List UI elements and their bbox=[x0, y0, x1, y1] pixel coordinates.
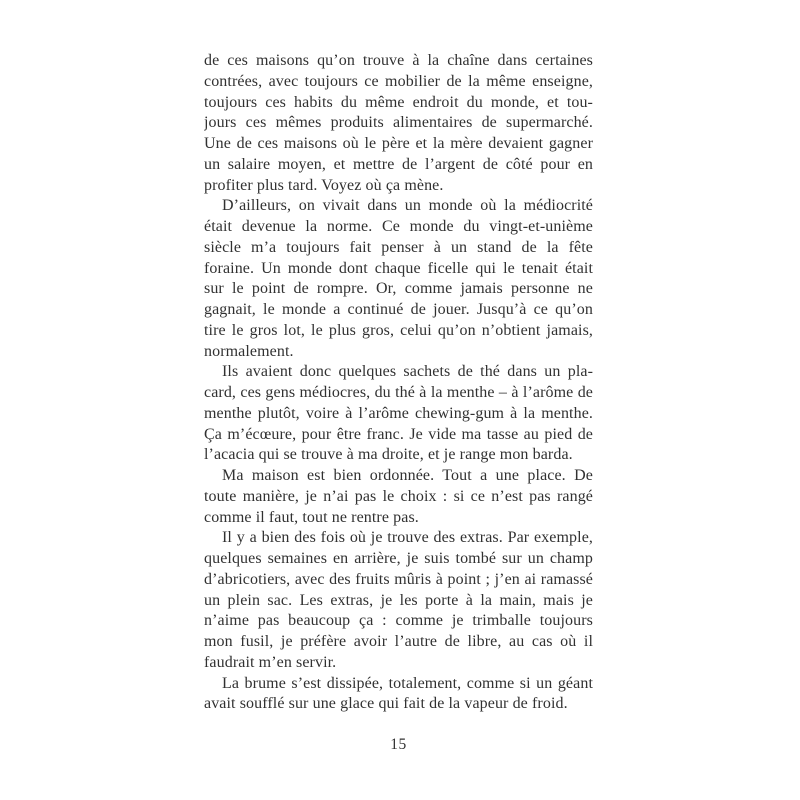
text-line: mon fusil, je préfère avoir l’autre de libre, au cas où il bbox=[204, 633, 593, 650]
text-line: faudrait m’en servir. bbox=[204, 653, 337, 671]
text-line: Il y a bien des fois où je trouve des extras. Par exemple, bbox=[222, 529, 593, 547]
paragraph bbox=[204, 528, 593, 673]
text-line: tire le gros lot, le plus gros, celui qu’on n’obtient jamais, bbox=[204, 321, 593, 339]
text-line: Ça m’écœure, pour être franc. Je vide ma tasse au pied de bbox=[204, 425, 593, 443]
text-line: d’abricotiers, avec des fruits mûris à point ; j’en ai ramassé bbox=[204, 570, 593, 588]
page-number: 15 bbox=[390, 736, 407, 753]
text-line: n’aime pas beaucoup ça : comme je trimballe toujours bbox=[204, 612, 593, 630]
text-line: était devenue la norme. Ce monde du vingt-et-unième bbox=[204, 218, 593, 235]
paragraph bbox=[204, 362, 593, 466]
text-line: comme il faut, tout ne rentre pas. bbox=[204, 508, 419, 526]
text-line: toujours ces habits du même endroit du monde, et tou- bbox=[204, 93, 593, 111]
text-line: D’ailleurs, on vivait dans un monde où la médiocrité bbox=[222, 197, 593, 215]
text-line: La brume s’est dissipée, totalement, comme si un géant bbox=[222, 674, 593, 692]
text-line: menthe plutôt, voire à l’arôme chewing-gum à la menthe. bbox=[204, 404, 593, 422]
text-line: card, ces gens médiocres, du thé à la menthe – à l’arôme de bbox=[204, 384, 593, 401]
text-line: toute manière, je n’ai pas le choix : si ce n’est pas rangé bbox=[204, 487, 593, 505]
text-line: normalement. bbox=[204, 342, 294, 360]
text-line: avait soufflé sur une glace qui fait de la vapeur de froid. bbox=[204, 695, 568, 713]
text-line: profiter plus tard. Voyez où ça mène. bbox=[204, 176, 444, 194]
text-line: gagnait, le monde a continué de jouer. Jusqu’à ce qu’on bbox=[204, 301, 593, 318]
text-line: quelques semaines en arrière, je suis tombé sur un champ bbox=[204, 550, 593, 567]
paragraph bbox=[204, 51, 593, 196]
text-line: jours ces mêmes produits alimentaires de supermarché. bbox=[204, 114, 593, 132]
text-line: Une de ces maisons où le père et la mère devaient gagner bbox=[204, 135, 593, 152]
text-line: de ces maisons qu’on trouve à la chaîne dans certaines bbox=[204, 52, 593, 69]
text-line: sur le point de rompre. Or, comme jamais personne ne bbox=[204, 280, 593, 298]
text-line: un salaire moyen, et mettre de l’argent de côté pour en bbox=[204, 155, 593, 173]
text-line: contrées, avec toujours ce mobilier de la même enseigne, bbox=[204, 72, 593, 90]
paragraph bbox=[204, 674, 593, 716]
text-line: foraine. Un monde dont chaque ficelle qui le tenait était bbox=[204, 259, 593, 277]
text-line: siècle m’a toujours fait penser à un stand de la fête bbox=[204, 238, 593, 256]
text-line: Ma maison est bien ordonnée. Tout a une place. De bbox=[222, 467, 593, 484]
paragraph bbox=[204, 466, 593, 528]
paragraph bbox=[204, 196, 593, 362]
text-line: l’acacia qui se trouve à ma droite, et je range mon barda. bbox=[204, 446, 573, 464]
text-line: Ils avaient donc quelques sachets de thé dans un pla- bbox=[222, 363, 593, 381]
page-text bbox=[204, 51, 593, 715]
text-line: un plein sac. Les extras, je les porte à la main, mais je bbox=[204, 591, 593, 609]
